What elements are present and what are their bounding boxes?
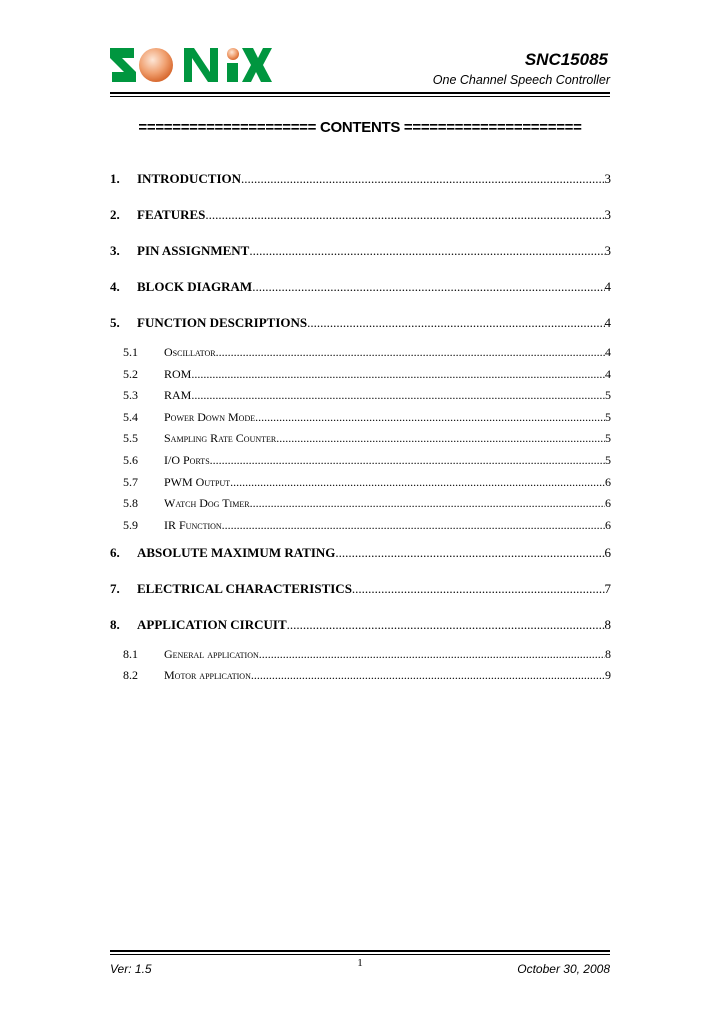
toc-entry[interactable] — [110, 207, 611, 225]
toc-number: 5.1 — [123, 345, 138, 359]
toc-page: 4 — [605, 366, 611, 381]
toc-title: Motor application — [164, 668, 251, 683]
toc-leader — [250, 496, 605, 511]
toc-leader — [251, 668, 605, 683]
toc-number: 5.3 — [123, 388, 138, 403]
toc-entry[interactable] — [110, 545, 611, 563]
toc-number: 5.4 — [123, 409, 138, 424]
toc-title: FEATURES — [137, 207, 206, 222]
toc-page: 3 — [604, 207, 611, 222]
toc-number: 2. — [110, 207, 120, 222]
toc-title: I/O Ports — [164, 452, 210, 467]
toc-title: ABSOLUTE MAXIMUM RATING — [137, 544, 336, 560]
toc-leader — [252, 279, 604, 295]
toc-title: ROM — [164, 366, 192, 381]
toc-entry[interactable] — [110, 668, 611, 684]
toc-page: 3 — [604, 171, 611, 186]
toc-page: 6 — [605, 496, 611, 511]
toc-entry[interactable] — [110, 410, 611, 426]
toc-page: 7 — [604, 580, 611, 596]
contents-heading: ===================== CONTENTS ===================== — [138, 119, 582, 136]
toc-number: 5.2 — [123, 366, 138, 381]
toc-page: 4 — [604, 315, 611, 330]
header-rule — [110, 92, 610, 94]
toc-page: 3 — [604, 243, 611, 258]
toc-title: APPLICATION CIRCUIT — [137, 616, 287, 632]
toc-page: 5 — [605, 409, 611, 424]
toc-leader — [259, 647, 605, 662]
toc-title: PWM Output — [164, 474, 231, 489]
header-rule-thin — [110, 96, 610, 97]
toc-leader — [249, 243, 604, 259]
toc-page: 8 — [605, 646, 611, 661]
toc-title: ELECTRICAL CHARACTERISTICS — [137, 580, 352, 596]
toc-title: IR Function — [164, 517, 222, 532]
toc-entry[interactable] — [110, 367, 611, 383]
toc-page: 4 — [605, 345, 611, 359]
toc-page: 6 — [605, 474, 611, 489]
toc-title: RAM — [164, 388, 192, 403]
toc-entry[interactable] — [110, 581, 611, 599]
toc-number: 8. — [110, 616, 120, 632]
toc-leader — [287, 617, 605, 633]
toc-number: 8.2 — [123, 668, 138, 683]
page-number: 1 — [357, 957, 363, 969]
toc-number: 4. — [110, 279, 120, 294]
toc-entry[interactable] — [110, 453, 611, 469]
toc-number: 6. — [110, 544, 120, 560]
toc-entry[interactable] — [110, 171, 611, 189]
toc-number: 3. — [110, 243, 120, 258]
toc-title: INTRODUCTION — [137, 171, 242, 186]
document-date: October 30, 2008 — [517, 962, 610, 976]
toc-number: 5.8 — [123, 496, 138, 511]
toc-number: 8.1 — [123, 646, 138, 661]
toc-title: FUNCTION DESCRIPTIONS — [137, 315, 308, 330]
chip-name: SNC15085 — [524, 50, 608, 69]
toc-number: 1. — [110, 171, 120, 186]
toc-title: Watch Dog Timer — [164, 496, 250, 511]
toc-title: Power Down Mode — [164, 409, 256, 424]
toc-entry[interactable] — [110, 279, 611, 297]
toc-title: Sampling Rate Counter — [164, 431, 277, 446]
toc-leader — [230, 475, 605, 490]
toc-number: 5.6 — [123, 452, 138, 467]
toc-title: BLOCK DIAGRAM — [137, 279, 253, 294]
toc-page: 4 — [604, 279, 611, 294]
toc-leader — [335, 545, 604, 561]
toc-title: PIN ASSIGNMENT — [137, 243, 250, 258]
toc-leader — [210, 453, 605, 468]
toc-number: 5. — [110, 315, 120, 330]
toc-entry[interactable] — [110, 315, 611, 333]
toc-entry[interactable] — [110, 496, 611, 512]
table-of-contents — [110, 171, 611, 684]
toc-number: 5.7 — [123, 474, 138, 489]
toc-leader — [307, 315, 604, 331]
toc-title: General application — [164, 646, 259, 661]
toc-entry[interactable] — [110, 475, 611, 491]
toc-page: 5 — [605, 388, 611, 403]
toc-entry[interactable] — [110, 617, 611, 635]
toc-leader — [241, 171, 604, 187]
footer-rule — [110, 950, 610, 952]
toc-entry[interactable] — [110, 518, 611, 534]
toc-leader — [222, 518, 605, 533]
toc-page: 8 — [604, 616, 611, 632]
sonix-logo — [110, 46, 272, 84]
toc-number: 7. — [110, 580, 120, 596]
toc-number: 5.9 — [123, 517, 138, 532]
toc-page: 6 — [605, 517, 611, 532]
toc-entry[interactable] — [110, 243, 611, 261]
toc-page: 9 — [605, 668, 611, 683]
toc-leader — [276, 431, 605, 446]
toc-leader — [205, 207, 604, 223]
toc-entry[interactable] — [110, 345, 611, 361]
toc-leader — [191, 388, 605, 403]
toc-page: 5 — [605, 431, 611, 446]
version-label: Ver: 1.5 — [110, 962, 152, 976]
document-subtitle: One Channel Speech Controller — [432, 73, 610, 87]
toc-leader — [255, 410, 605, 425]
toc-leader — [191, 367, 605, 382]
toc-page: 6 — [604, 544, 611, 560]
toc-number: 5.5 — [123, 431, 138, 446]
toc-entry[interactable] — [110, 647, 611, 663]
toc-leader — [352, 581, 605, 597]
toc-entry[interactable] — [110, 431, 611, 447]
footer-rule-thin — [110, 954, 610, 955]
toc-entry[interactable] — [110, 388, 611, 404]
toc-leader — [216, 345, 605, 360]
toc-page: 5 — [605, 452, 611, 467]
toc-title: Oscillator — [164, 345, 216, 359]
